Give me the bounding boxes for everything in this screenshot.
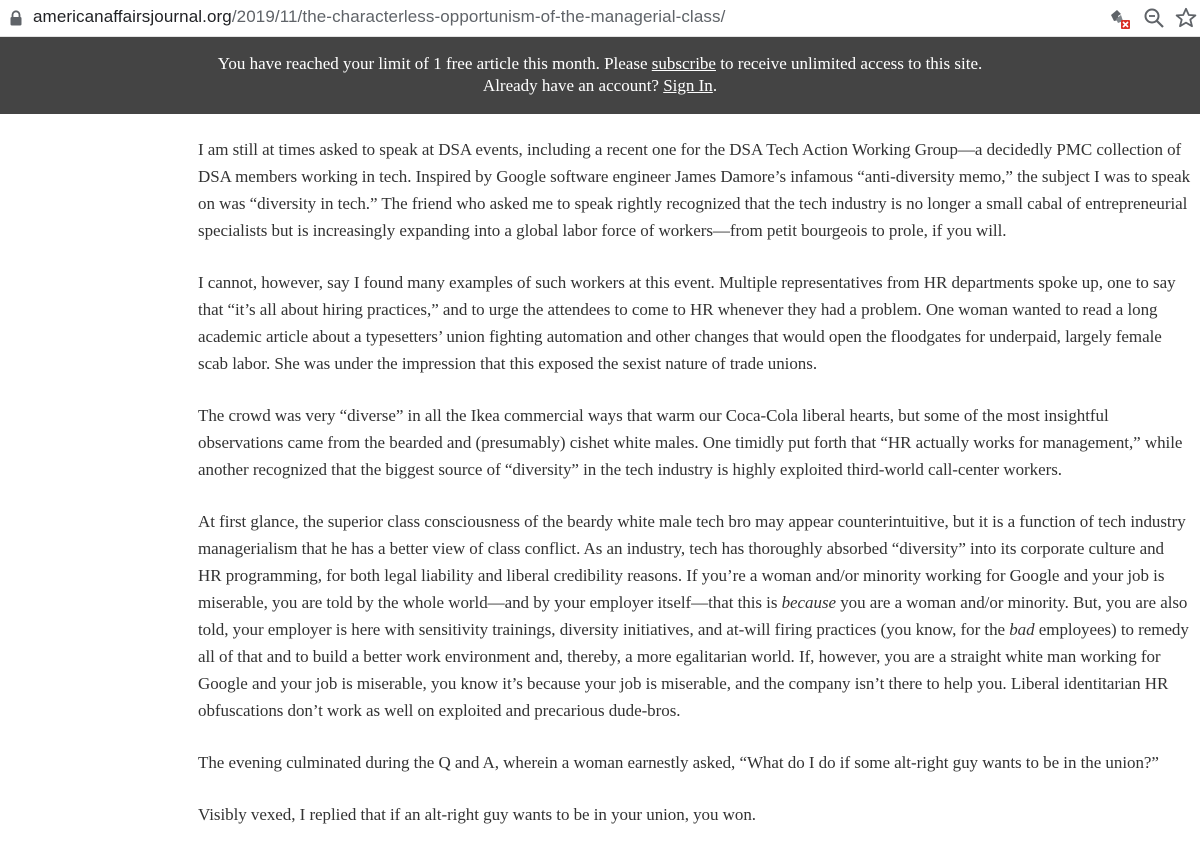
text-line: observations came from the bearded and (presumably) cishet white males. One timidly put forth that “HR actually works for management,” while bbox=[198, 433, 1183, 452]
paywall-banner bbox=[0, 37, 1200, 114]
text-line: I cannot, however, say I found many examples of such workers at this event. Multiple representatives from HR departments spoke up, one to say bbox=[198, 273, 1176, 292]
text-line: all of that and to build a better work environment and, thereby, a more egalitarian world. If, however, you are a straight white man working for bbox=[198, 647, 1161, 666]
text-line: HR programming, for both legal liability and liberal credibility reasons. If you’re a woman and/or minority working for Google and your job is bbox=[198, 566, 1165, 585]
url-text[interactable] bbox=[33, 7, 725, 27]
paywall-text: You have reached your limit of 1 free article this month. Please bbox=[217, 54, 652, 73]
article-paragraph-5 bbox=[198, 749, 1188, 776]
article-body bbox=[198, 136, 1191, 853]
browser-url-bar[interactable] bbox=[0, 0, 1200, 37]
text-line: managerialism that he has a better view of class conflict. As an industry, tech has thoroughly absorbed “diversity” into its corporate culture and bbox=[198, 539, 1164, 558]
text-line: The crowd was very “diverse” in all the Ikea commercial ways that warm our Coca-Cola liberal hearts, but some of the most insightful bbox=[198, 406, 1109, 425]
bookmark-star-icon[interactable] bbox=[1174, 6, 1198, 30]
article-paragraph-3 bbox=[198, 402, 1188, 483]
period: . bbox=[712, 76, 718, 95]
account-prompt-text: Already have an account? bbox=[482, 76, 664, 95]
text-line: scab labor. She was under the impression that this exposed the sexist nature of trade unions. bbox=[198, 354, 818, 373]
zoom-icon[interactable] bbox=[1142, 6, 1166, 30]
text-segment: miserable, you are told by the whole world—and by your employer itself—that this is bbox=[198, 593, 782, 612]
text-line: on was “diversity in tech.” The friend who asked me to speak rightly recognized that the tech industry is no longer a small cabal of entrepreneurial bbox=[198, 194, 1188, 213]
text-line: specialists but is increasingly expanding into a global labor force of workers—from petit bourgeois to prole, if you will. bbox=[198, 221, 1007, 240]
url-domain: americanaffairsjournal.org bbox=[33, 7, 232, 26]
text-line: DSA members working in tech. Inspired by Google software engineer James Damore’s infamous “anti-diversity memo,” the subject I was to speak bbox=[198, 167, 1191, 186]
paywall-text-after: to receive unlimited access to this site. bbox=[715, 54, 983, 73]
lock-icon[interactable] bbox=[9, 10, 23, 26]
extension-blocked-icon[interactable] bbox=[1107, 6, 1131, 30]
article-paragraph-6 bbox=[198, 801, 1188, 828]
text-segment: you are a woman and/or minority. But, you are also bbox=[836, 593, 1188, 612]
text-segment: told, your employer is here with sensitivity trainings, diversity initiatives, and at-will firing practices (you know, for the bbox=[198, 620, 1010, 639]
emphasis-bad: bad bbox=[1009, 620, 1035, 639]
article-paragraph-1 bbox=[198, 136, 1191, 244]
account-prompt bbox=[0, 75, 1200, 97]
text-line: Visibly vexed, I replied that if an alt-right guy wants to be in your union, you won. bbox=[198, 805, 756, 824]
sign-in-link[interactable]: Sign In bbox=[663, 76, 713, 95]
text-segment: employees) to remedy bbox=[1034, 620, 1189, 639]
text-line: The evening culminated during the Q and A, wherein a woman earnestly asked, “What do I do if some alt-right guy wants to be in the union?” bbox=[198, 753, 1159, 772]
subscribe-link[interactable]: subscribe bbox=[651, 54, 716, 73]
text-line: At first glance, the superior class consciousness of the beardy white male tech bro may appear counterintuitive, but it is a function of tech industry bbox=[198, 512, 1186, 531]
text-line: I am still at times asked to speak at DSA events, including a recent one for the DSA Tech Action Working Group—a decidedly PMC collection of bbox=[198, 140, 1182, 159]
text-line: another recognized that the biggest source of “diversity” in the tech industry is highly exploited third-world call-center workers. bbox=[198, 460, 1062, 479]
emphasis-because: because bbox=[781, 593, 837, 612]
article-paragraph-4 bbox=[198, 508, 1188, 724]
text-line: obfuscations don’t work as well on exploited and precarious dude-bros. bbox=[198, 701, 681, 720]
text-line: Google and your job is miserable, you know it’s because your job is miserable, and the company isn’t there to help you. Liberal identitarian HR bbox=[198, 674, 1169, 693]
url-path: /2019/11/the-characterless-opportunism-of-the-managerial-class/ bbox=[231, 7, 726, 26]
paywall-message bbox=[0, 53, 1200, 75]
text-line: that “it’s all about hiring practices,” and to urge the attendees to come to HR whenever they had a problem. One woman wanted to read a long bbox=[198, 300, 1158, 319]
text-line bbox=[198, 616, 1188, 643]
text-line bbox=[198, 589, 1188, 616]
article-paragraph-2 bbox=[198, 269, 1188, 377]
text-line: academic article about a typesetters’ union fighting automation and other changes that would open the floodgates for underpaid, largely female bbox=[198, 327, 1162, 346]
